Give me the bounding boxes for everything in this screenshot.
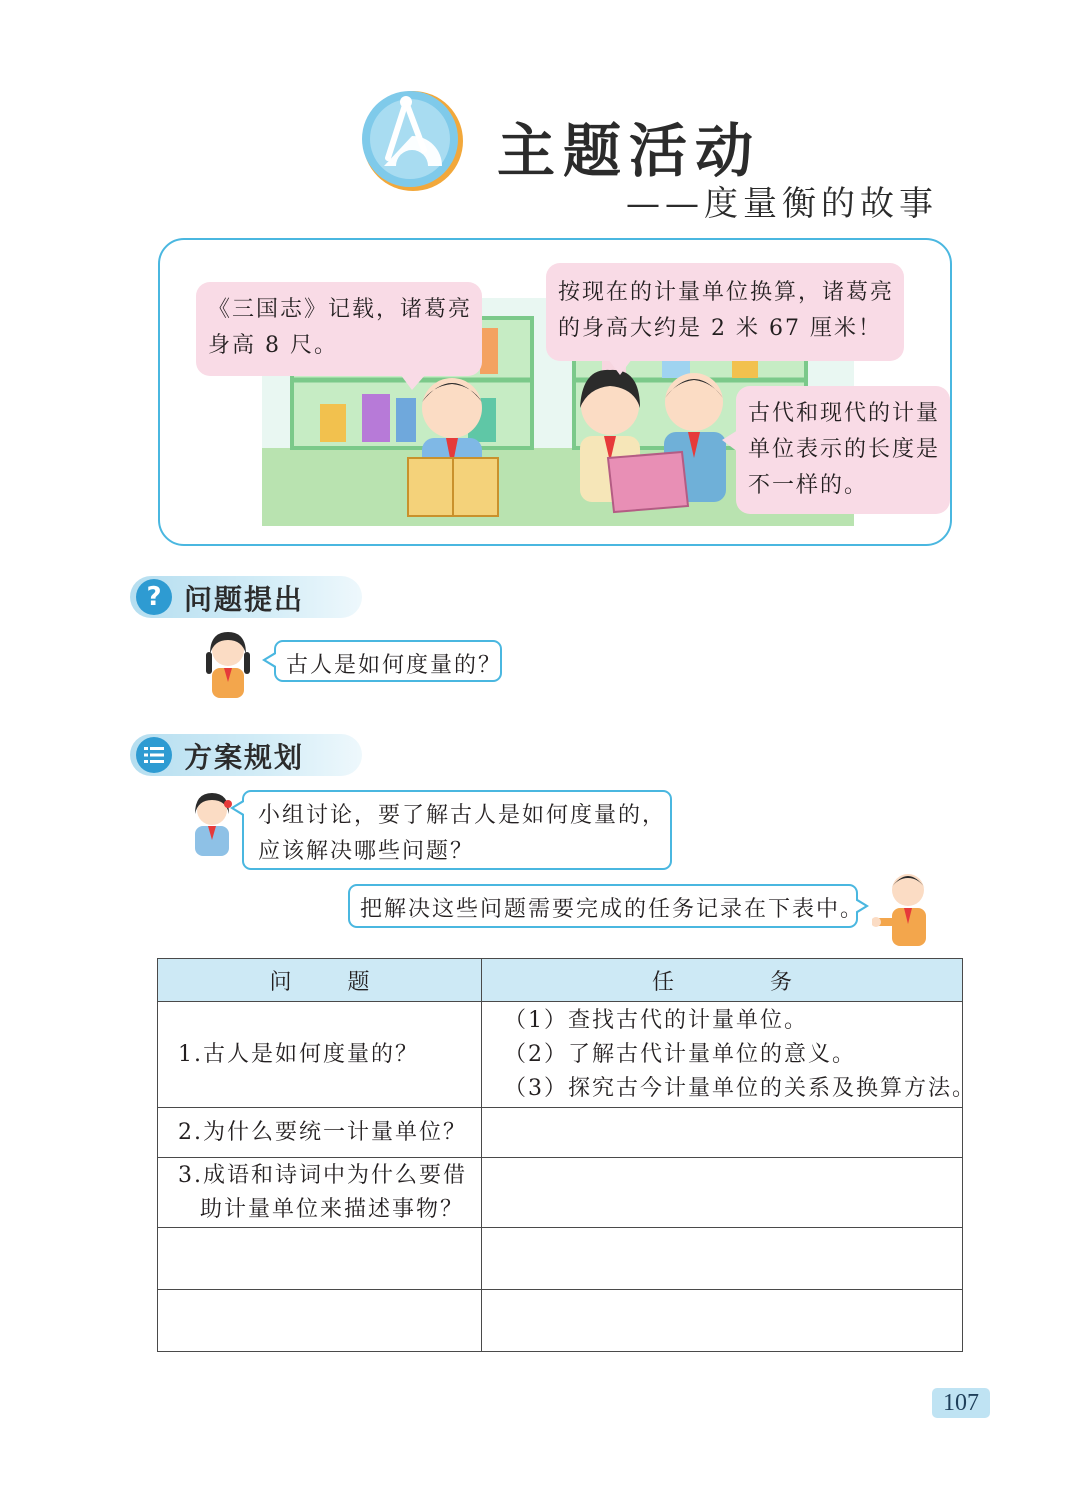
question-mark-icon: ? <box>136 579 172 615</box>
table-row <box>158 1228 963 1290</box>
bubble-line: 按现在的计量单位换算，诸葛亮 <box>558 280 895 305</box>
speech-tail-fill <box>855 900 865 912</box>
task-cell[interactable] <box>482 1290 963 1352</box>
bubble-line: 不一样的。 <box>748 473 869 498</box>
bubble-line: 古代和现代的计量 <box>748 401 941 426</box>
speech-text: 古人是如何度量的？ <box>286 653 503 678</box>
question-cell <box>158 1108 482 1158</box>
bubble-tail <box>608 359 632 375</box>
plan-speech-box-girl <box>242 790 672 870</box>
header-text: 任务 <box>651 969 888 995</box>
compass-ruler-icon <box>360 88 466 194</box>
cell-text: 助计量单位来描述事物？ <box>200 1196 465 1222</box>
bubble-line: 《三国志》记载，诸葛亮 <box>208 297 473 322</box>
table-row <box>158 1158 963 1228</box>
table-row <box>158 1108 963 1158</box>
girl-avatar <box>196 628 260 700</box>
page-title: 主题活动 <box>497 117 762 185</box>
section-label: 方案规划 <box>184 741 305 774</box>
task-plan-table <box>157 958 976 1352</box>
header-text: 问题 <box>269 969 426 995</box>
page-number: 107 <box>932 1388 990 1418</box>
speech-text: 把解决这些问题需要完成的任务记录在下表中。 <box>360 897 865 922</box>
speech-tail-fill <box>266 654 276 666</box>
cell-text: （1）查找古代的计量单位。 <box>504 1007 808 1033</box>
question-cell[interactable] <box>158 1290 482 1352</box>
speech-text: 应该解决哪些问题？ <box>258 839 475 864</box>
cell-text: （2）了解古代计量单位的意义。 <box>504 1041 856 1067</box>
page-subtitle: ——度量衡的故事 <box>626 184 938 224</box>
bubble-tail <box>722 430 738 452</box>
section-label: 问题提出 <box>184 583 305 616</box>
cell-text: 2.为什么要统一计量单位？ <box>178 1119 467 1145</box>
section-header-plan <box>130 734 362 776</box>
list-icon <box>136 737 172 773</box>
task-cell[interactable] <box>482 1158 963 1228</box>
speech-bubble-conversion <box>546 263 904 361</box>
table-header-row <box>158 959 963 1002</box>
cell-text: 1.古人是如何度量的？ <box>178 1041 419 1067</box>
speech-bubble-record <box>196 282 482 376</box>
speech-text: 小组讨论，要了解古人是如何度量的， <box>258 803 667 828</box>
cell-text: （3）探究古今计量单位的关系及换算方法。 <box>504 1075 976 1101</box>
speech-tail-fill <box>234 802 244 814</box>
bubble-line: 单位表示的长度是 <box>748 437 941 462</box>
question-cell[interactable] <box>158 1228 482 1290</box>
section-header-question <box>130 576 362 618</box>
task-cell[interactable] <box>482 1228 963 1290</box>
bubble-tail <box>400 374 426 390</box>
bubble-line: 身高 8 尺。 <box>208 333 338 358</box>
boy-avatar <box>872 868 938 946</box>
task-cell[interactable] <box>482 1108 963 1158</box>
table-row <box>158 1002 963 1108</box>
bubble-line: 的身高大约是 2 米 67 厘米！ <box>558 316 882 341</box>
question-cell <box>158 1002 482 1108</box>
table-header-question <box>158 959 482 1002</box>
plan-speech-box-boy <box>348 884 865 928</box>
cell-text: 3.成语和诗词中为什么要借 <box>178 1162 467 1188</box>
table-row <box>158 1290 963 1352</box>
question-cell <box>158 1158 482 1228</box>
speech-bubble-difference <box>736 386 950 514</box>
table-header-task <box>482 959 963 1002</box>
girl-avatar <box>186 788 238 856</box>
question-speech-box <box>274 640 502 682</box>
task-cell <box>482 1002 976 1108</box>
